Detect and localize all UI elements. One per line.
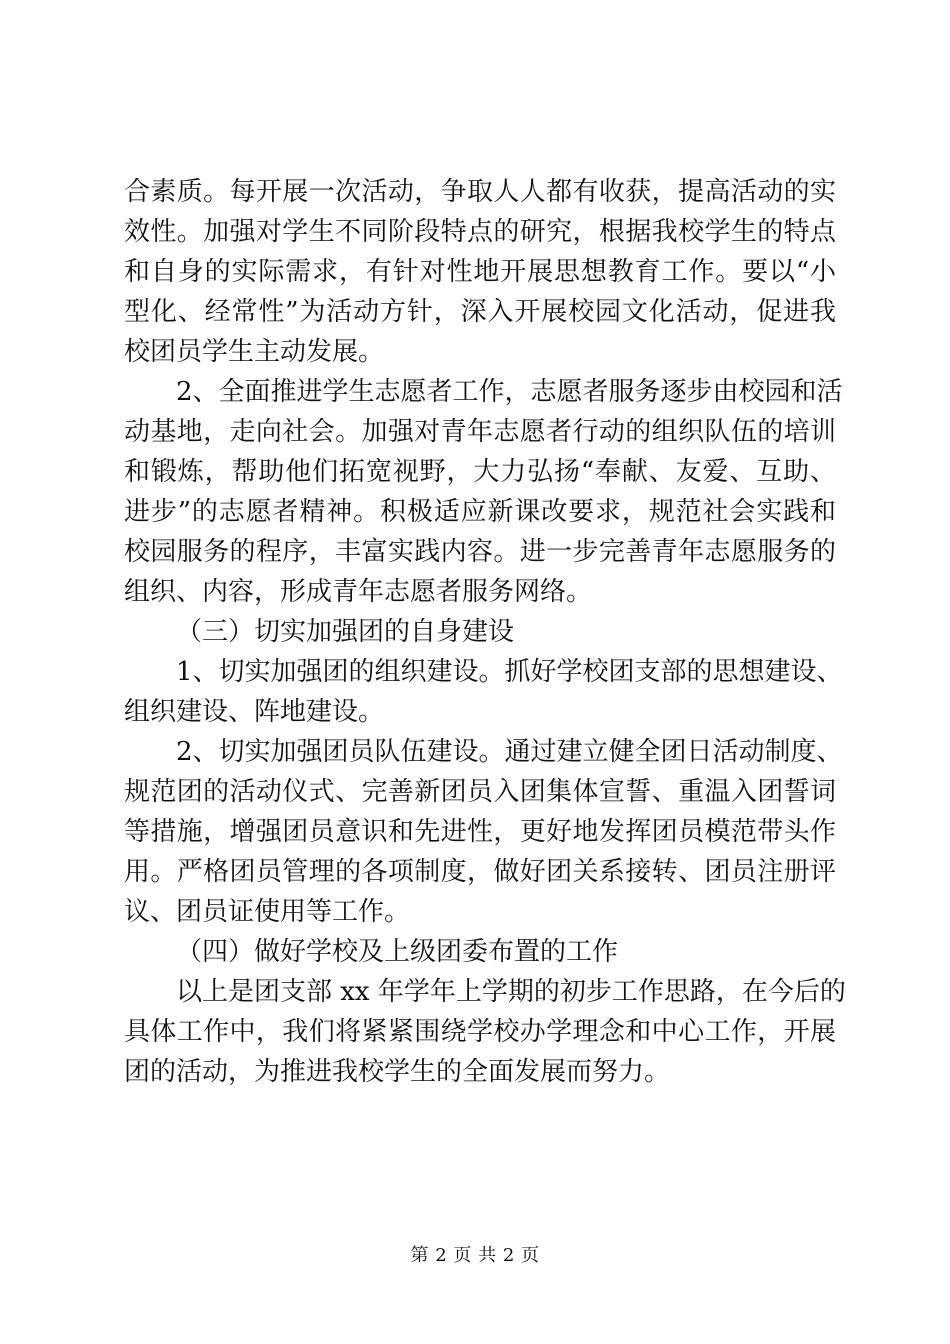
text-line: 规范团的活动仪式、完善新团员入团集体宣誓、重温入团誓词 [124,777,836,807]
text-line: 型化、经常性”为活动方针，深入开展校园文化活动，促进我 [124,297,836,327]
section-heading-4: （四）做好学校及上级团委布置的工作 [176,937,619,967]
paragraph-start-line: 2、全面推进学生志愿者工作，志愿者服务逐步由校园和活 [176,377,843,407]
paragraph-start-line: 2、切实加强团员队伍建设。通过建立健全团日活动制度、 [176,737,843,767]
text-line: 和自身的实际需求，有针对性地开展思想教育工作。要以“小 [124,257,836,287]
text-line: 议、团员证使用等工作。 [124,897,411,927]
text-line: 组织、内容，形成青年志愿者服务网络。 [124,577,593,607]
text-line: 团的活动，为推进我校学生的全面发展而努力。 [124,1057,671,1087]
page-number-footer: 第 2 页 共 2 页 [410,1245,540,1266]
section-heading-3: （三）切实加强团的自身建设 [176,617,515,647]
text-line: 合素质。每开展一次活动，争取人人都有收获，提高活动的实 [124,177,836,207]
text-line: 具体工作中，我们将紧紧围绕学校办学理念和中心工作，开展 [124,1017,836,1047]
paragraph-start-line: 以上是团支部 xx 年学年上学期的初步工作思路，在今后的 [176,977,846,1007]
text-line: 校团员学生主动发展。 [124,337,385,367]
paragraph-start-line: 1、切实加强团的组织建设。抓好学校团支部的思想建设、 [176,657,843,687]
text-line: 校园服务的程序，丰富实践内容。进一步完善青年志愿服务的 [124,537,836,567]
text-line: 动基地，走向社会。加强对青年志愿者行动的组织队伍的培训 [124,417,836,447]
text-line: 等措施，增强团员意识和先进性，更好地发挥团员模范带头作 [124,817,836,847]
text-line: 效性。加强对学生不同阶段特点的研究，根据我校学生的特点 [124,217,836,247]
text-line: 进步”的志愿者精神。积极适应新课改要求，规范社会实践和 [124,497,836,527]
text-line: 组织建设、阵地建设。 [124,697,385,727]
text-line: 和锻炼，帮助他们拓宽视野，大力弘扬“奉献、友爱、互助、 [124,457,836,487]
text-line: 用。严格团员管理的各项制度，做好团关系接转、团员注册评 [124,857,836,887]
